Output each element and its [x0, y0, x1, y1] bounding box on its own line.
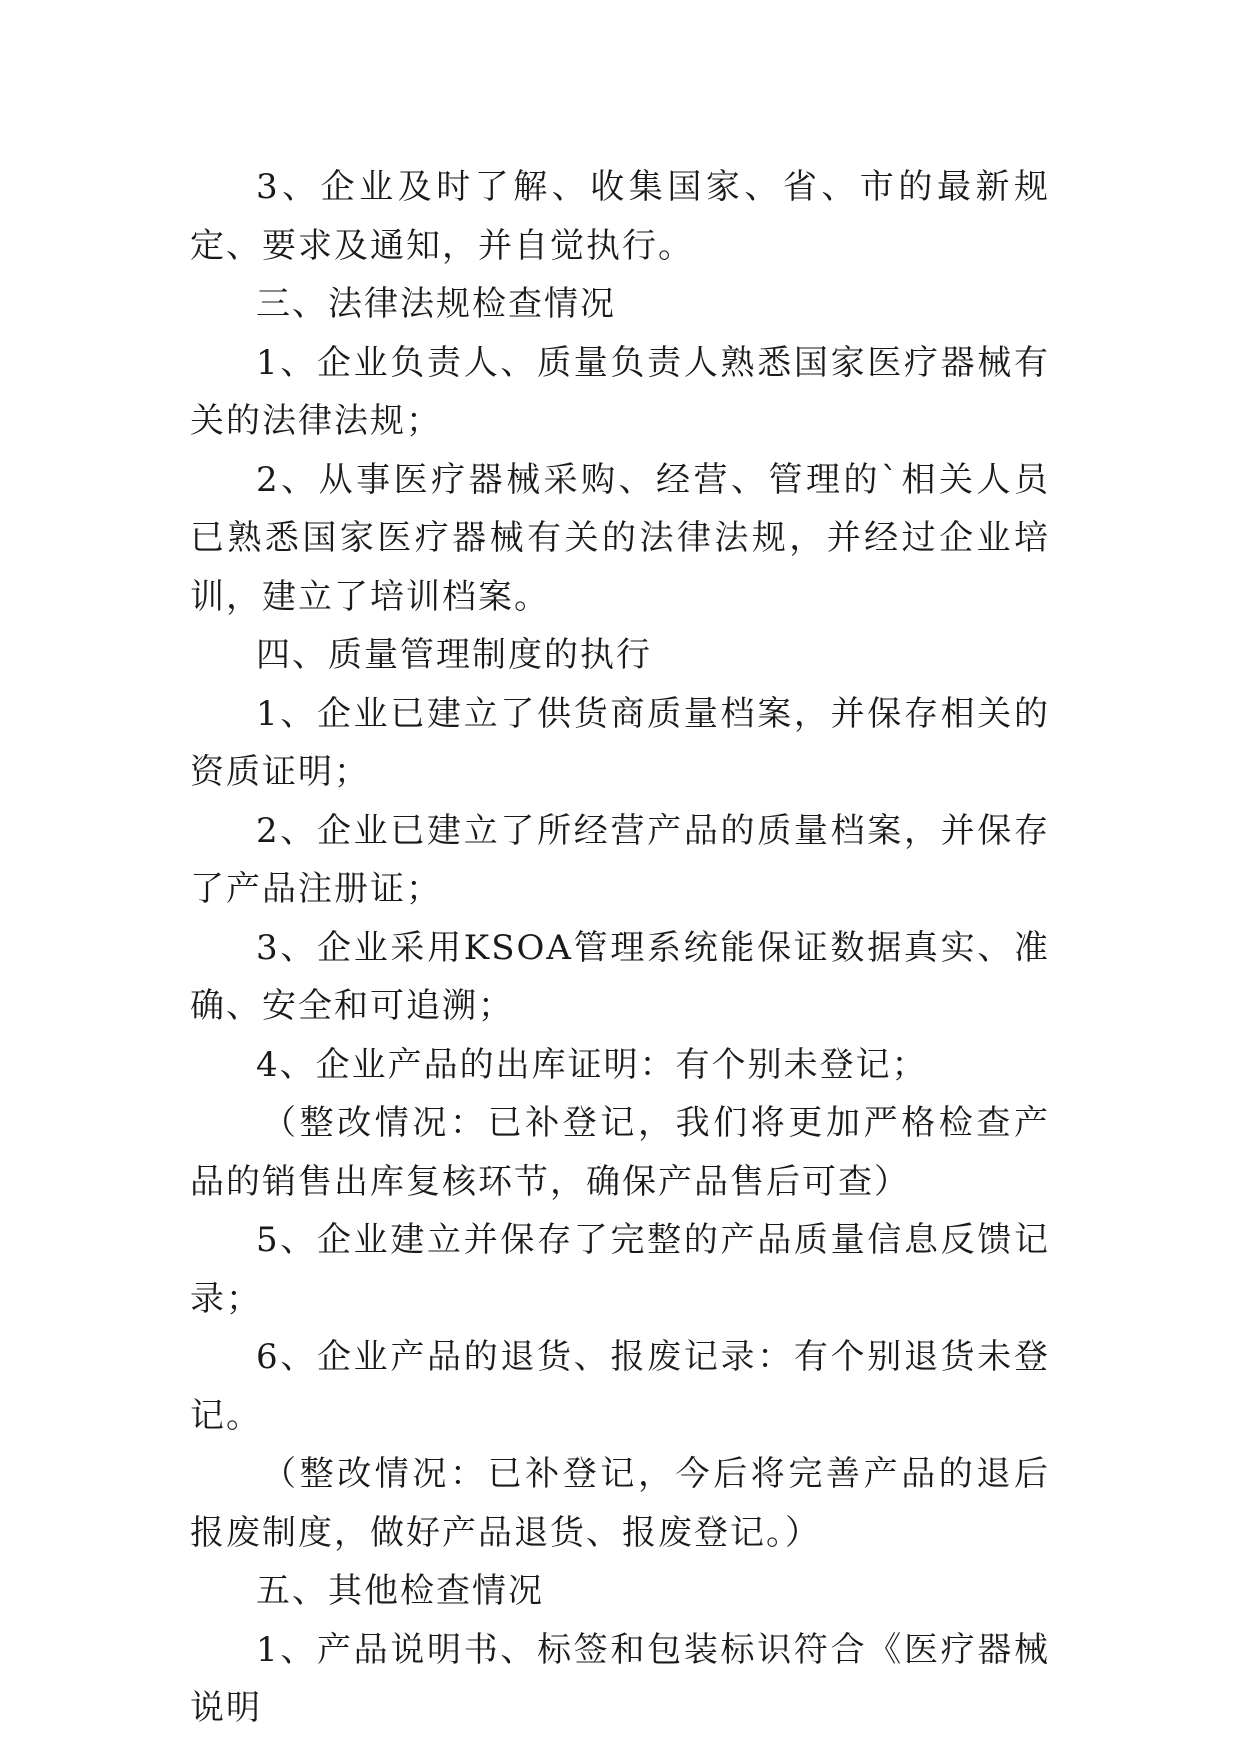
paragraph-item-1-labeling: 1、产品说明书、标签和包装标识符合《医疗器械说明	[190, 1629, 1050, 1728]
section-heading-other-checks: 五、其他检查情况	[256, 1571, 544, 1611]
paragraph-rectification-1: （整改情况：已补登记，我们将更加严格检查产品的销售出库复核环节，确保产品售后可查）	[190, 1103, 1050, 1202]
document-body	[190, 158, 1050, 1738]
section-heading-quality-management: 四、质量管理制度的执行	[256, 635, 652, 675]
paragraph-item-2-product-archive: 2、企业已建立了所经营产品的质量档案，并保存了产品注册证；	[190, 810, 1050, 909]
paragraph-item-1-supplier: 1、企业已建立了供货商质量档案，并保存相关的资质证明；	[190, 693, 1050, 792]
paragraph-item-3-ksoa: 3、企业采用KSOA管理系统能保证数据真实、准确、安全和可追溯；	[190, 927, 1050, 1026]
paragraph-item-1-laws: 1、企业负责人、质量负责人熟悉国家医疗器械有关的法律法规；	[190, 342, 1050, 441]
paragraph-rectification-2: （整改情况：已补登记，今后将完善产品的退后报废制度，做好产品退货、报废登记。）	[190, 1454, 1050, 1553]
paragraph-item-4-outbound: 4、企业产品的出库证明：有个别未登记；	[256, 1044, 928, 1085]
paragraph-item-3-regulations: 3、企业及时了解、收集国家、省、市的最新规定、要求及通知，并自觉执行。	[190, 167, 1050, 266]
paragraph-item-2-laws: 2、从事医疗器械采购、经营、管理的`相关人员已熟悉国家医疗器械有关的法律法规，并经过企业培训，建立了培训档案。	[190, 459, 1050, 617]
paragraph-item-5-feedback: 5、企业建立并保存了完整的产品质量信息反馈记录；	[190, 1220, 1050, 1319]
section-heading-laws-check: 三、法律法规检查情况	[256, 284, 616, 324]
paragraph-item-6-returns: 6、企业产品的退货、报废记录：有个别退货未登记。	[190, 1337, 1050, 1436]
